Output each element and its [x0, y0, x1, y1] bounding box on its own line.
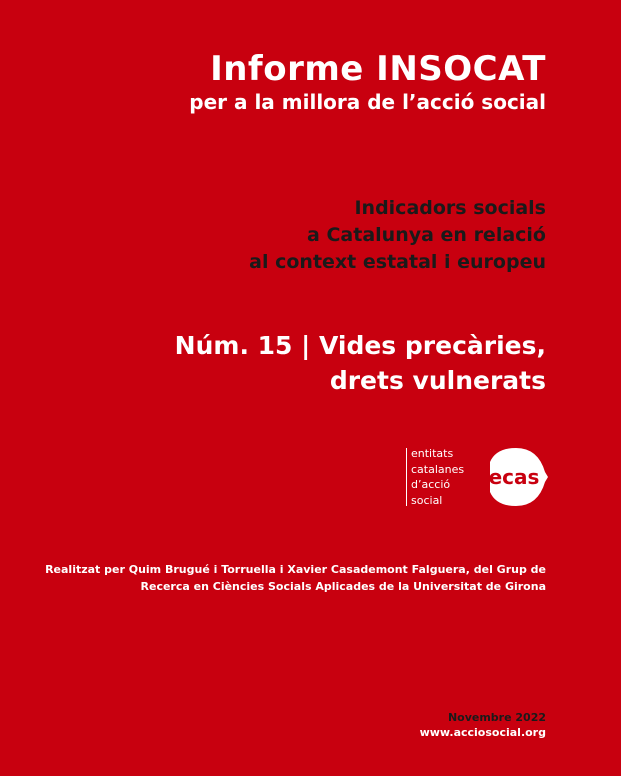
indicators-heading: [249, 195, 546, 276]
credits-line: Realitzat per Quim Brugué i Torruella i Xavier Casademont Falguera, del Grup de: [45, 563, 546, 576]
logo-text-line: entitats: [411, 447, 454, 460]
logo-divider: [406, 448, 407, 506]
ecas-mark-text: ecas: [488, 465, 540, 489]
website-link[interactable]: www.acciosocial.org: [419, 726, 546, 739]
issue-title: [175, 328, 546, 398]
logo-text-line: d’acció: [411, 478, 451, 491]
ecas-mark-icon: [482, 446, 548, 508]
ecas-logo: [406, 446, 548, 508]
logo-text: [411, 446, 464, 508]
logo-text-line: catalanes: [411, 462, 465, 476]
logo-text-line: social: [411, 493, 443, 507]
indicators-line: a Catalunya en relació: [307, 224, 546, 246]
indicators-line: Indicadors socials: [354, 197, 546, 219]
publication-date: Novembre 2022: [447, 711, 546, 724]
issue-line: drets vulnerats: [329, 366, 546, 395]
report-subtitle: per a la millora de l’acció social: [189, 90, 546, 114]
indicators-line: al context estatal i europeu: [249, 251, 546, 273]
credits: [45, 561, 546, 595]
report-title: Informe INSOCAT: [210, 49, 546, 89]
issue-line: Núm. 15 | Vides precàries,: [174, 331, 546, 360]
credits-line: Recerca en Ciències Socials Aplicades de la Universitat de Girona: [140, 580, 546, 593]
